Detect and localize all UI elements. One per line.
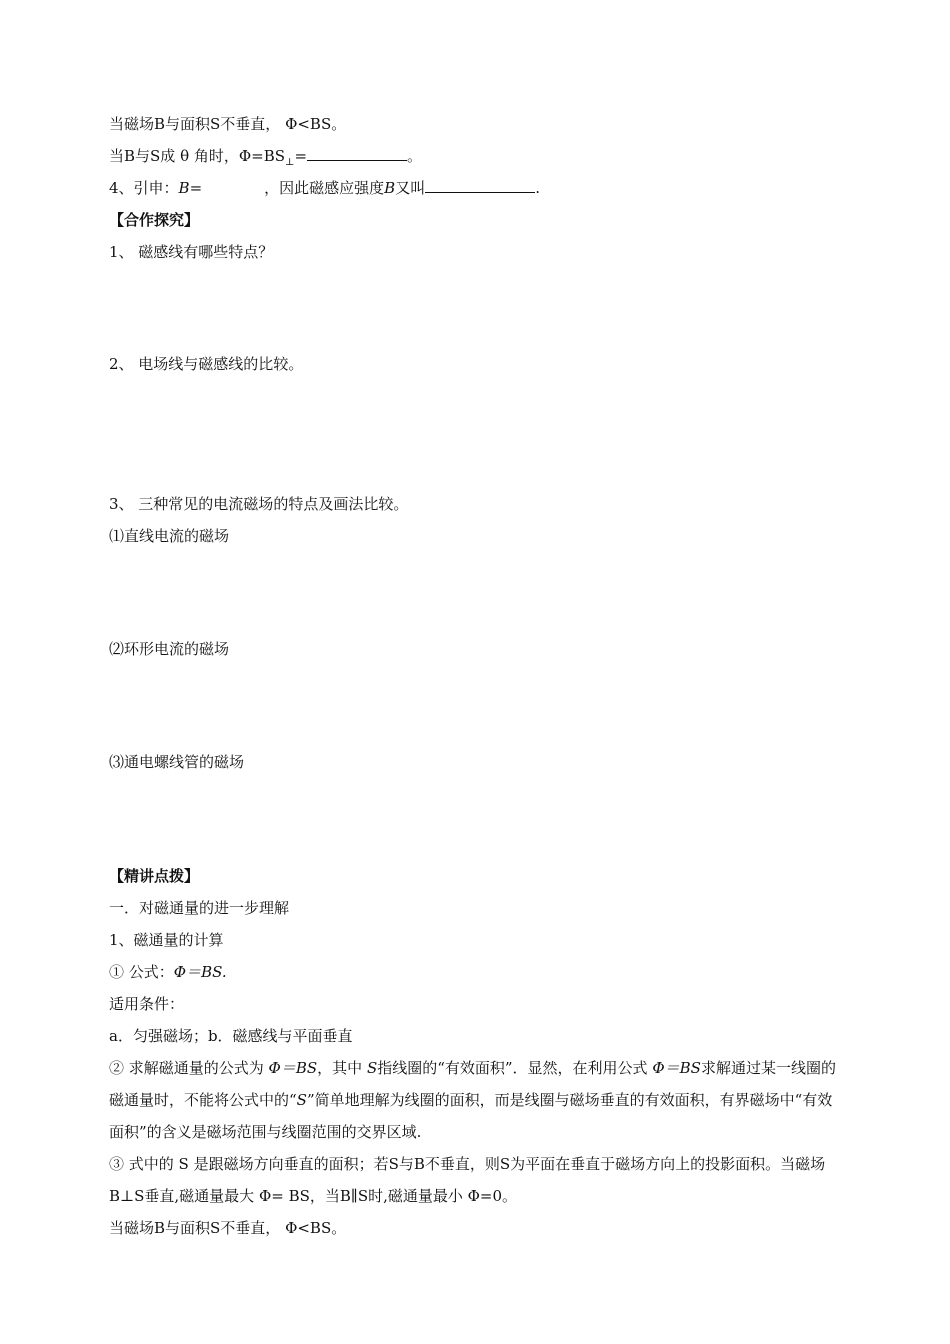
section-header: 【精讲点拨】 xyxy=(109,867,200,885)
symbol-b: B xyxy=(178,179,190,197)
paragraph-3: ③ 式中的 S 是跟磁场方向垂直的面积；若S与B不垂直，则S为平面在垂直于磁场方向上的投影面积。当磁场B⊥S垂直,磁通量最大 Φ= BS，当B∥S时,磁通量最小 Φ=0。 xyxy=(109,1155,826,1205)
text-segment: = xyxy=(294,147,308,165)
text-segment: 。 xyxy=(407,147,423,165)
fill-blank[interactable] xyxy=(307,146,407,161)
text-segment: = xyxy=(189,179,203,197)
text-segment: 又叫 xyxy=(395,179,426,197)
subquestion-b: ⑵环形电流的磁场 xyxy=(109,640,230,658)
text-line: a．匀强磁场；b．磁感线与平面垂直 xyxy=(109,1027,353,1045)
text-segment: ，因此磁感应强度 xyxy=(264,179,385,197)
subsection-title: 一．对磁通量的进一步理解 xyxy=(109,899,290,917)
question-1: 1、 磁感线有哪些特点？ xyxy=(109,243,274,261)
text-segment: ”简单地理解为线圈的面积，而是线圈与磁场垂直的有效面积，有界磁场中“有效面积”的含义是磁场范围与线圈范围的交界区域. xyxy=(109,1091,833,1141)
text-line: 当磁场B与面积S不垂直， Φ<BS。 xyxy=(109,115,347,133)
extension-line xyxy=(109,178,540,198)
symbol-b: B xyxy=(384,179,396,197)
text-line: 当磁场B与面积S不垂直， Φ<BS。 xyxy=(109,1219,347,1237)
text-segment: 4、引申： xyxy=(109,179,179,197)
formula: Φ＝BS xyxy=(268,1059,318,1077)
text-segment: 指线圈的“有效面积”．显然，在利用公式 xyxy=(377,1059,653,1077)
formula-line xyxy=(109,146,422,173)
text-segment: 当B与S成 θ 角时，Φ=BS xyxy=(109,147,286,165)
question-3: 3、 三种常见的电流磁场的特点及画法比较。 xyxy=(109,495,409,513)
symbol-s: S xyxy=(366,1059,378,1077)
text-segment: ② 求解磁通量的公式为 xyxy=(109,1059,269,1077)
fill-blank[interactable] xyxy=(425,178,535,193)
text-segment: . xyxy=(535,179,540,197)
formula-line xyxy=(109,962,227,982)
paragraph-2 xyxy=(109,1052,844,1148)
section-header: 【合作探究】 xyxy=(109,211,200,229)
text-line: 适用条件： xyxy=(109,995,185,1013)
formula: Φ＝BS. xyxy=(173,963,227,981)
formula: Φ＝BS xyxy=(652,1059,701,1077)
question-2: 2、 电场线与磁感线的比较。 xyxy=(109,355,304,373)
subsection-title: 1、磁通量的计算 xyxy=(109,931,224,949)
text-segment: ① 公式： xyxy=(109,963,174,981)
symbol-s: S xyxy=(296,1091,307,1109)
perp-subscript: ⊥ xyxy=(285,157,295,168)
text-segment: 求解通过某一线圈的磁通量时，不能将公式中的“ xyxy=(109,1059,836,1109)
text-segment: ，其中 xyxy=(317,1059,367,1077)
subquestion-c: ⑶通电螺线管的磁场 xyxy=(109,753,245,771)
subquestion-a: ⑴直线电流的磁场 xyxy=(109,527,230,545)
